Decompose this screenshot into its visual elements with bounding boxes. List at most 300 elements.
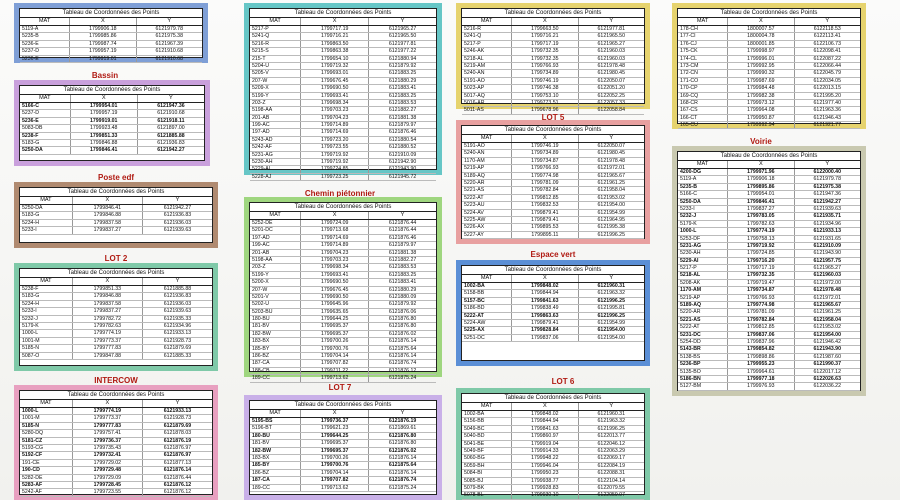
point-id-cell: 181-BV: [252, 323, 270, 330]
x-coordinate-cell: 1799729.48: [72, 467, 142, 473]
coordinate-table: [249, 8, 437, 180]
point-id-cell: 5234-H: [22, 219, 40, 226]
point-id-cell: 182-BW: [252, 447, 272, 454]
y-coordinate-cell: 6121957.75: [794, 258, 860, 264]
point-id-cell: 5157-BC: [464, 297, 485, 304]
point-id-cell: 5216-R: [464, 26, 482, 32]
point-id-cell: 201-AB: [252, 249, 270, 256]
table-row: [678, 317, 860, 324]
x-coordinate-cell: 1799977.18: [727, 376, 793, 382]
section-title-t_espace_vert: Espace vert: [530, 250, 576, 259]
table-header-row: [250, 212, 436, 220]
point-id-cell: 5253-DF: [680, 235, 701, 242]
table-body: [250, 220, 436, 383]
table-title: Tableau de Coordonnées des Points: [678, 9, 860, 18]
coordinate-table: [19, 268, 213, 366]
table-row: [678, 78, 860, 85]
coordinate-table: [19, 8, 203, 62]
table-row: [678, 272, 860, 279]
x-coordinate-cell: 1799844.94: [511, 290, 577, 296]
table-row: [250, 107, 436, 114]
column-header: MAT: [269, 410, 281, 416]
x-coordinate-cell: 1799732.35: [727, 272, 793, 278]
y-coordinate-cell: 6121996.25: [578, 426, 644, 432]
point-id-cell: 175-CK: [680, 48, 698, 55]
x-coordinate-cell: 1799837.58: [72, 220, 142, 226]
x-coordinate-cell: 1799707.82: [300, 477, 368, 483]
point-id-cell: 5242-AF: [22, 489, 42, 496]
table-row: [462, 463, 644, 470]
x-coordinate-cell: 1799930.10: [511, 492, 577, 498]
y-coordinate-cell: 6122118.53: [794, 26, 860, 32]
y-coordinate-cell: 6121947.36: [137, 103, 204, 109]
table-header-row: [462, 403, 644, 411]
x-coordinate-cell: 1799863.63: [511, 313, 577, 319]
x-coordinate-cell: 1799723.20: [300, 137, 368, 143]
y-coordinate-cell: 6121942.27: [794, 199, 860, 205]
x-coordinate-cell: 1799774.19: [72, 408, 142, 414]
point-id-cell: 5227-AY: [464, 231, 484, 238]
table-row: [462, 63, 644, 70]
x-coordinate-cell: 1800007.57: [727, 26, 793, 32]
y-coordinate-cell: 6121958.04: [578, 187, 644, 193]
point-id-cell: 5236-E: [22, 40, 39, 47]
table-row: [678, 369, 860, 376]
point-id-cell: 187-CA: [252, 477, 270, 484]
table-row: [20, 212, 212, 219]
y-coordinate-cell: 6121954.00: [578, 335, 644, 341]
point-id-cell: 5192-CF: [22, 452, 43, 459]
table-row: [678, 339, 860, 346]
x-coordinate-cell: 1799746.19: [511, 143, 577, 149]
table-row: [20, 445, 212, 452]
point-id-cell: 165-CU: [680, 122, 698, 129]
x-coordinate-cell: 1799992.94: [727, 122, 793, 128]
table-row: [462, 187, 644, 194]
y-coordinate-cell: 6121960.03: [578, 56, 644, 62]
table-row: [462, 290, 644, 297]
x-coordinate-cell: 1799841.63: [511, 298, 577, 304]
y-coordinate-cell: 6121876.14: [368, 470, 436, 476]
table-row: [462, 48, 644, 55]
x-coordinate-cell: 1799837.58: [72, 301, 142, 307]
point-id-cell: 5119-A: [680, 176, 697, 183]
column-header: X: [69, 18, 135, 25]
x-coordinate-cell: 1799846.88: [72, 293, 142, 299]
table-row: [250, 287, 436, 294]
y-coordinate-cell: 6121947.36: [794, 191, 860, 197]
point-id-cell: 5204-U: [252, 62, 270, 69]
x-coordinate-cell: 1799700.76: [300, 462, 368, 468]
point-id-cell: 5186-BD: [464, 305, 485, 312]
table-row: [20, 353, 212, 360]
column-header: X: [727, 161, 793, 168]
x-coordinate-cell: 1799766.93: [727, 295, 793, 301]
point-id-cell: 5215-S: [252, 48, 269, 55]
column-header: X: [511, 18, 577, 25]
table-row: [678, 324, 860, 331]
table-row: [678, 56, 860, 63]
y-coordinate-cell: 6121883.25: [368, 70, 436, 76]
coordinate-table: [19, 390, 213, 495]
point-id-cell: 5201-DC: [252, 227, 273, 234]
y-coordinate-cell: 6121965.27: [578, 41, 644, 47]
column-header: MAT: [696, 18, 709, 24]
point-id-cell: 5059-BH: [464, 462, 485, 469]
y-coordinate-cell: 6121965.27: [368, 26, 436, 32]
column-header: Y: [136, 18, 202, 25]
y-coordinate-cell: 6122013.77: [578, 433, 644, 439]
coordinate-table: [461, 393, 645, 499]
x-coordinate-cell: 1799734.89: [511, 70, 577, 76]
x-coordinate-cell: 1799946.04: [511, 463, 577, 469]
table-title: Tableau de Coordonnées des Points: [462, 266, 644, 275]
y-coordinate-cell: 6121980.45: [578, 150, 644, 156]
point-id-cell: 5085-BJ: [464, 477, 484, 484]
section-title-t_voirie: Voirie: [750, 137, 772, 146]
x-coordinate-cell: 1799704.14: [300, 353, 368, 359]
table-frame-t_chemin: [244, 197, 442, 382]
point-id-cell: 201-AB: [252, 114, 270, 121]
x-coordinate-cell: 1799848.02: [511, 411, 577, 417]
column-header: X: [72, 278, 142, 285]
point-id-cell: 5041-BE: [464, 440, 485, 447]
x-coordinate-cell: 1799837.06: [727, 332, 793, 338]
point-id-cell: 176-CJ: [680, 40, 697, 47]
point-id-cell: 5119-A: [22, 26, 39, 32]
table-row: [250, 122, 436, 129]
y-coordinate-cell: 6121939.63: [142, 227, 212, 233]
column-header: Y: [578, 403, 644, 410]
x-coordinate-cell: 1799851.33: [72, 286, 142, 292]
table-row: [678, 93, 860, 100]
table-header-row: [462, 135, 644, 143]
table-row: [250, 63, 436, 70]
y-coordinate-cell: 6122046.12: [578, 441, 644, 447]
point-id-cell: 5231-AG: [252, 151, 273, 158]
x-coordinate-cell: 1799757.41: [72, 430, 142, 436]
table-row: [678, 26, 860, 33]
x-coordinate-cell: 1799954.01: [727, 191, 793, 197]
y-coordinate-cell: 6121958.04: [794, 317, 860, 323]
y-coordinate-cell: 6121876.14: [142, 467, 212, 473]
table-row: [250, 115, 436, 122]
x-coordinate-cell: 1799919.01: [69, 56, 135, 62]
point-id-cell: 177-CI: [680, 33, 696, 40]
y-coordinate-cell: 6121877.13: [142, 460, 212, 466]
coordinate-table: [461, 8, 645, 114]
x-coordinate-cell: 1799704.23: [300, 115, 368, 121]
table-row: [20, 415, 212, 422]
y-coordinate-cell: 6121977.81: [578, 26, 644, 32]
y-coordinate-cell: 6121876.44: [142, 475, 212, 481]
point-id-cell: 168-CR: [680, 99, 698, 106]
x-coordinate-cell: 1799695.37: [300, 440, 368, 446]
table-row: [250, 93, 436, 100]
y-coordinate-cell: 6122063.29: [578, 448, 644, 454]
y-coordinate-cell: 6121936.03: [142, 301, 212, 307]
point-id-cell: 5250-DA: [680, 198, 701, 205]
y-coordinate-cell: 6122050.07: [578, 78, 644, 84]
point-id-cell: 5179-K: [22, 322, 39, 329]
table-row: [462, 283, 644, 290]
column-header: X: [511, 403, 577, 410]
point-id-cell: 1000-L: [22, 330, 39, 337]
column-header: MAT: [480, 18, 493, 24]
y-coordinate-cell: 6121880.29: [368, 287, 436, 293]
column-header: MAT: [480, 275, 493, 281]
table-row: [250, 235, 436, 242]
point-id-cell: 5138-BS: [680, 353, 701, 360]
table-row: [250, 227, 436, 234]
x-coordinate-cell: 1799854.82: [727, 346, 793, 352]
table-row: [250, 331, 436, 338]
point-id-cell: 5078-BL: [464, 492, 484, 499]
y-coordinate-cell: 6121876.14: [368, 353, 436, 359]
point-id-cell: 5235-B: [680, 183, 698, 190]
table-header-row: [20, 18, 202, 26]
x-coordinate-cell: 1799773.51: [511, 100, 577, 106]
column-header: Y: [142, 400, 212, 407]
y-coordinate-cell: 6121942.27: [137, 147, 204, 153]
table-header-row: [462, 18, 644, 26]
table-row: [462, 418, 644, 425]
x-coordinate-cell: 1799837.96: [727, 339, 793, 345]
point-id-cell: 1001-M: [22, 415, 40, 422]
point-id-cell: 4200-DG: [680, 169, 702, 175]
table-header-row: [250, 18, 436, 26]
column-header: Y: [578, 135, 644, 142]
y-coordinate-cell: 6122013.15: [794, 85, 860, 91]
point-id-cell: 5217-P: [252, 26, 269, 32]
table-row: [462, 485, 644, 492]
y-coordinate-cell: 6121960.03: [794, 272, 860, 278]
point-id-cell: 5205-V: [252, 70, 269, 77]
table-row: [462, 224, 644, 231]
table-row: [462, 143, 644, 150]
x-coordinate-cell: 1799938.77: [511, 478, 577, 484]
x-coordinate-cell: 1799732.41: [72, 452, 142, 458]
y-coordinate-cell: 6121879.69: [142, 345, 212, 351]
x-coordinate-cell: 1799676.45: [300, 287, 368, 293]
column-header: MAT: [40, 400, 52, 406]
x-coordinate-cell: 1799987.74: [69, 41, 135, 47]
y-coordinate-cell: 6121931.65: [794, 236, 860, 242]
y-coordinate-cell: 6121876.06: [368, 309, 436, 315]
point-id-cell: 5023-AP: [464, 85, 485, 92]
coordinate-table: [19, 187, 213, 243]
table-body: [462, 283, 644, 360]
point-id-cell: 5236-E: [22, 55, 39, 62]
y-coordinate-cell: 6121910.68: [136, 56, 202, 62]
x-coordinate-cell: 1799774.98: [727, 302, 793, 308]
point-id-cell: 5186-BN: [680, 375, 701, 382]
table-row: [678, 41, 860, 48]
y-coordinate-cell: 6121980.45: [578, 70, 644, 76]
table-row: [462, 305, 644, 312]
y-coordinate-cell: 6121876.97: [142, 452, 212, 458]
x-coordinate-cell: 1799690.50: [300, 279, 368, 285]
x-coordinate-cell: 1799703.23: [300, 107, 368, 113]
y-coordinate-cell: 6121880.52: [368, 144, 436, 150]
table-row: [462, 173, 644, 180]
point-id-cell: 5181-CZ: [22, 437, 43, 444]
point-id-cell: 5242-AF: [252, 144, 272, 151]
x-coordinate-cell: 1799716.20: [727, 258, 793, 264]
table-title: Tableau de Coordonnées des Points: [250, 401, 436, 410]
y-coordinate-cell: 6121934.96: [794, 221, 860, 227]
table-row: [462, 448, 644, 455]
y-coordinate-cell: 6122050.07: [578, 143, 644, 149]
point-id-cell: 1170-AM: [680, 287, 702, 294]
table-row: [462, 411, 644, 418]
table-row: [678, 376, 860, 383]
y-coordinate-cell: 6121880.54: [368, 137, 436, 143]
coordinate-table: [19, 85, 205, 161]
y-coordinate-cell: 6121954.99: [578, 210, 644, 216]
table-row: [678, 295, 860, 302]
point-id-cell: 5195-BS: [252, 418, 273, 424]
point-id-cell: 5250-DA: [22, 147, 43, 154]
point-id-cell: 5143-BR: [680, 346, 701, 353]
table-row: [250, 485, 436, 492]
x-coordinate-cell: 1799746.19: [511, 78, 577, 84]
column-header: Y: [578, 18, 644, 25]
point-id-cell: 5220-AR: [464, 179, 485, 186]
point-id-cell: 5238-F: [22, 132, 39, 139]
x-coordinate-cell: 1799644.25: [300, 316, 368, 322]
table-row: [678, 176, 860, 183]
table-title: Tableau de Coordonnées des Points: [462, 394, 644, 403]
table-row: [250, 78, 436, 85]
y-coordinate-cell: 6121921.77: [794, 122, 860, 128]
x-coordinate-cell: 1799950.23: [511, 470, 577, 476]
x-coordinate-cell: 1799783.05: [727, 213, 793, 219]
point-id-cell: 5218-AL: [680, 272, 701, 279]
column-header: MAT: [40, 197, 52, 203]
table-frame-t_lot2: [14, 263, 218, 371]
x-coordinate-cell: 1799729.02: [72, 460, 142, 466]
point-id-cell: 5223-AU: [464, 202, 485, 209]
point-id-cell: 5233-I: [680, 205, 695, 212]
x-coordinate-cell: 1799976.93: [727, 383, 793, 389]
x-coordinate-cell: 1799716.21: [300, 33, 368, 39]
point-id-cell: 5196-BT: [252, 425, 272, 432]
y-coordinate-cell: 6122036.22: [794, 383, 860, 389]
table-row: [250, 272, 436, 279]
table-row: [678, 250, 860, 257]
y-coordinate-cell: 6122045.79: [794, 70, 860, 76]
y-coordinate-cell: 6121936.03: [142, 220, 212, 226]
y-coordinate-cell: 6121880.29: [368, 78, 436, 84]
table-row: [250, 462, 436, 469]
table-body: [462, 26, 644, 115]
y-coordinate-cell: 6121879.92: [368, 63, 436, 69]
section-title-t_lot5: LOT 5: [541, 113, 565, 122]
x-coordinate-cell: 1799700.26: [300, 338, 368, 344]
x-coordinate-cell: 1799719.92: [727, 243, 793, 249]
section-title-t_lot7: LOT 7: [328, 383, 352, 392]
y-coordinate-cell: 6122057.33: [578, 100, 644, 106]
point-id-cell: 5222-AT: [680, 324, 700, 331]
table-frame-t_col3_top: [456, 3, 650, 114]
table-row: [462, 327, 644, 334]
y-coordinate-cell: 6121943.90: [794, 346, 860, 352]
y-coordinate-cell: 6121883.41: [368, 279, 436, 285]
y-coordinate-cell: 6121935.71: [794, 213, 860, 219]
x-coordinate-cell: 1799837.27: [727, 206, 793, 212]
x-coordinate-cell: 1799766.93: [511, 63, 577, 69]
y-coordinate-cell: 6121880.09: [368, 294, 436, 300]
point-id-cell: 5017-AQ: [464, 92, 485, 99]
point-id-cell: 5203-BU: [252, 308, 273, 315]
column-header: X: [72, 400, 142, 407]
x-coordinate-cell: 1799714.89: [300, 242, 368, 248]
table-body: [20, 286, 212, 365]
x-coordinate-cell: 1799782.84: [511, 187, 577, 193]
table-row: [250, 360, 436, 367]
point-id-cell: 5218-AL: [464, 55, 484, 62]
y-coordinate-cell: 6121934.96: [142, 323, 212, 329]
point-id-cell: 5158-BB: [464, 290, 485, 297]
x-coordinate-cell: 1799690.50: [300, 294, 368, 300]
table-frame-t_intercow: [14, 385, 218, 500]
table-header-row: [250, 410, 436, 418]
point-id-cell: 5224-AV: [464, 209, 484, 216]
table-row: [20, 345, 212, 352]
column-header: X: [727, 18, 793, 25]
x-coordinate-cell: 1799846.88: [70, 140, 137, 146]
table-row: [20, 460, 212, 467]
y-coordinate-cell: 6121960.03: [578, 48, 644, 54]
point-id-cell: 5231-AG: [680, 242, 702, 249]
table-row: [462, 202, 644, 209]
y-coordinate-cell: 6121881.38: [368, 250, 436, 256]
table-row: [462, 100, 644, 107]
y-coordinate-cell: 6121875.24: [368, 375, 436, 381]
x-coordinate-cell: 1799703.23: [300, 257, 368, 263]
y-coordinate-cell: 6121943.90: [794, 250, 860, 256]
table-row: [462, 298, 644, 305]
x-coordinate-cell: 1799732.35: [511, 48, 577, 54]
y-coordinate-cell: 6121881.38: [368, 115, 436, 121]
x-coordinate-cell: 1799711.22: [300, 368, 368, 374]
y-coordinate-cell: 6121882.27: [368, 107, 436, 113]
section-title-t_chemin: Chemin piétonnier: [304, 189, 376, 198]
y-coordinate-cell: 6121876.80: [368, 323, 436, 329]
table-row: [20, 227, 212, 234]
point-id-cell: 5189-AQ: [464, 172, 485, 179]
y-coordinate-cell: 6121953.02: [794, 324, 860, 330]
x-coordinate-cell: 1799844.94: [511, 418, 577, 424]
y-coordinate-cell: 6121996.25: [578, 232, 644, 238]
x-coordinate-cell: 1799948.22: [511, 455, 577, 461]
table-row: [20, 452, 212, 459]
x-coordinate-cell: 1799879.41: [511, 320, 577, 326]
point-id-cell: 5221-AS: [680, 316, 701, 323]
y-coordinate-cell: 6121876.44: [368, 227, 436, 233]
table-frame-t_bassin: [14, 80, 210, 166]
x-coordinate-cell: 1799713.62: [300, 375, 368, 381]
point-id-cell: 5185-N: [22, 422, 40, 429]
x-coordinate-cell: 1799714.69: [300, 235, 368, 241]
point-id-cell: 183-BX: [252, 338, 270, 345]
point-id-cell: 5225-AX: [464, 327, 485, 334]
y-coordinate-cell: 6121979.78: [136, 26, 202, 32]
x-coordinate-cell: 1799782.72: [72, 316, 142, 322]
point-id-cell: 189-CC: [252, 484, 270, 491]
table-row: [250, 368, 436, 375]
